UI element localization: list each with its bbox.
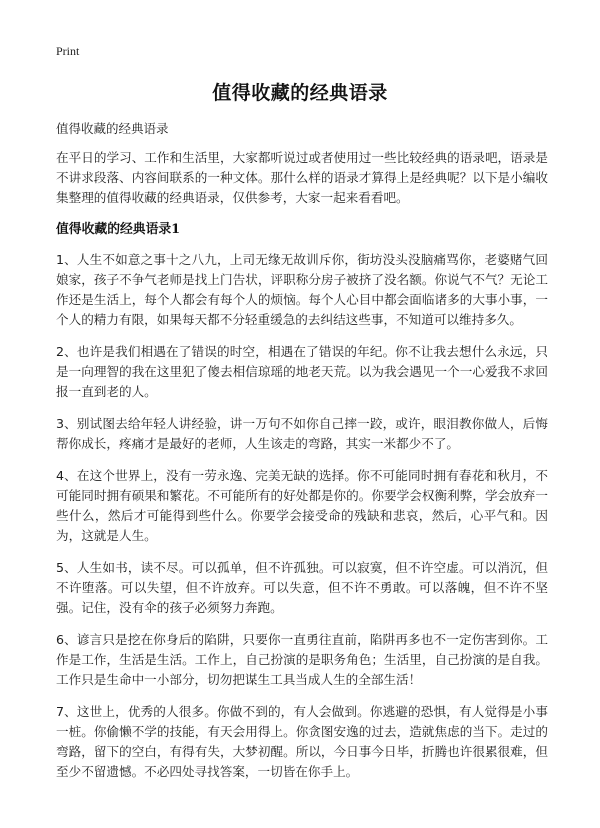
document-body <box>56 148 548 794</box>
quote-paragraph-2: 2、也许是我们相遇在了错误的时空，相遇在了错误的年纪。你不让我去想什么永远，只是一向理智的我在这里犯了傻去相信琼瑶的地老天荒。以为我会遇见一个一心爱我不求回报一直到老的人。 <box>56 344 548 399</box>
quote-paragraph-4: 4、在这个世界上，没有一劳永逸、完美无缺的选择。你不可能同时拥有春花和秋月，不可能同时拥有硕果和繁花。不可能所有的好处都是你的。你要学会权衡利弊，学会放弃一些什么，然后才可能得到些什么。你要学会接受命的残缺和悲哀，然后，心平气和。因为，这就是人生。 <box>56 468 548 543</box>
print-link[interactable]: Print <box>56 44 80 58</box>
document-title: 值得收藏的经典语录 <box>212 82 388 104</box>
quote-paragraph-5: 5、人生如书，读不尽。可以孤单，但不许孤独。可以寂寞，但不许空虚。可以消沉，但不许堕落。可以失望，但不许放弃。可以失意，但不许不勇敢。可以落魄，但不许不坚强。记住，没有伞的孩子必须努力奔跑。 <box>56 560 548 615</box>
document-subtitle: 值得收藏的经典语录 <box>56 121 169 136</box>
quote-paragraph-3: 3、别试图去给年轻人讲经验，讲一万句不如你自己摔一跤，或许，眼泪教你做人，后悔帮你成长，疼痛才是最好的老师，人生该走的弯路，其实一米都少不了。 <box>56 416 548 451</box>
section-heading: 值得收藏的经典语录1 <box>56 222 181 237</box>
quote-paragraph-7: 7、这世上，优秀的人很多。你做不到的，有人会做到。你逃避的恐惧，有人觉得是小事一桩。你偷懒不学的技能，有天会用得上。你贪图安逸的过去，造就焦虑的当下。走过的弯路，留下的空白，有得有失，大梦初醒。所以，今日事今日毕，折腾也许很累很难，但至少不留遗憾。不必四处寻找答案，一切皆在你手上。 <box>56 704 548 779</box>
quote-paragraph-6: 6、谚言只是挖在你身后的陷阱，只要你一直勇往直前，陷阱再多也不一定伤害到你。工作是工作，生活是生活。工作上，自己扮演的是职务角色；生活里，自己扮演的是自我。工作只是生命中一小部分，切勿把谋生工具当成人生的全部生活！ <box>56 632 548 687</box>
intro-paragraph: 在平日的学习、工作和生活里，大家都听说过或者使用过一些比较经典的语录吧，语录是不讲求段落、内容间联系的一种文体。那什么样的语录才算得上是经典呢？以下是小编收集整理的值得收藏的经典语录，仅供参考，大家一起来看看吧。 <box>56 150 548 205</box>
quote-paragraph-1: 1、人生不如意之事十之八九，上司无缘无故训斥你，街坊没头没脑痛骂你，老婆赌气回娘家，孩子不争气老师是找上门告状，评职称分房子被挤了没名额。你说气不气？无论工作还是生活上，每个人都会有每个人的烦恼。每个人心目中都会面临诸多的大事小事，一个人的精力有限，如果每天都不分轻重缓急的去纠结这些事，不知道可以维持多久。 <box>56 252 548 327</box>
